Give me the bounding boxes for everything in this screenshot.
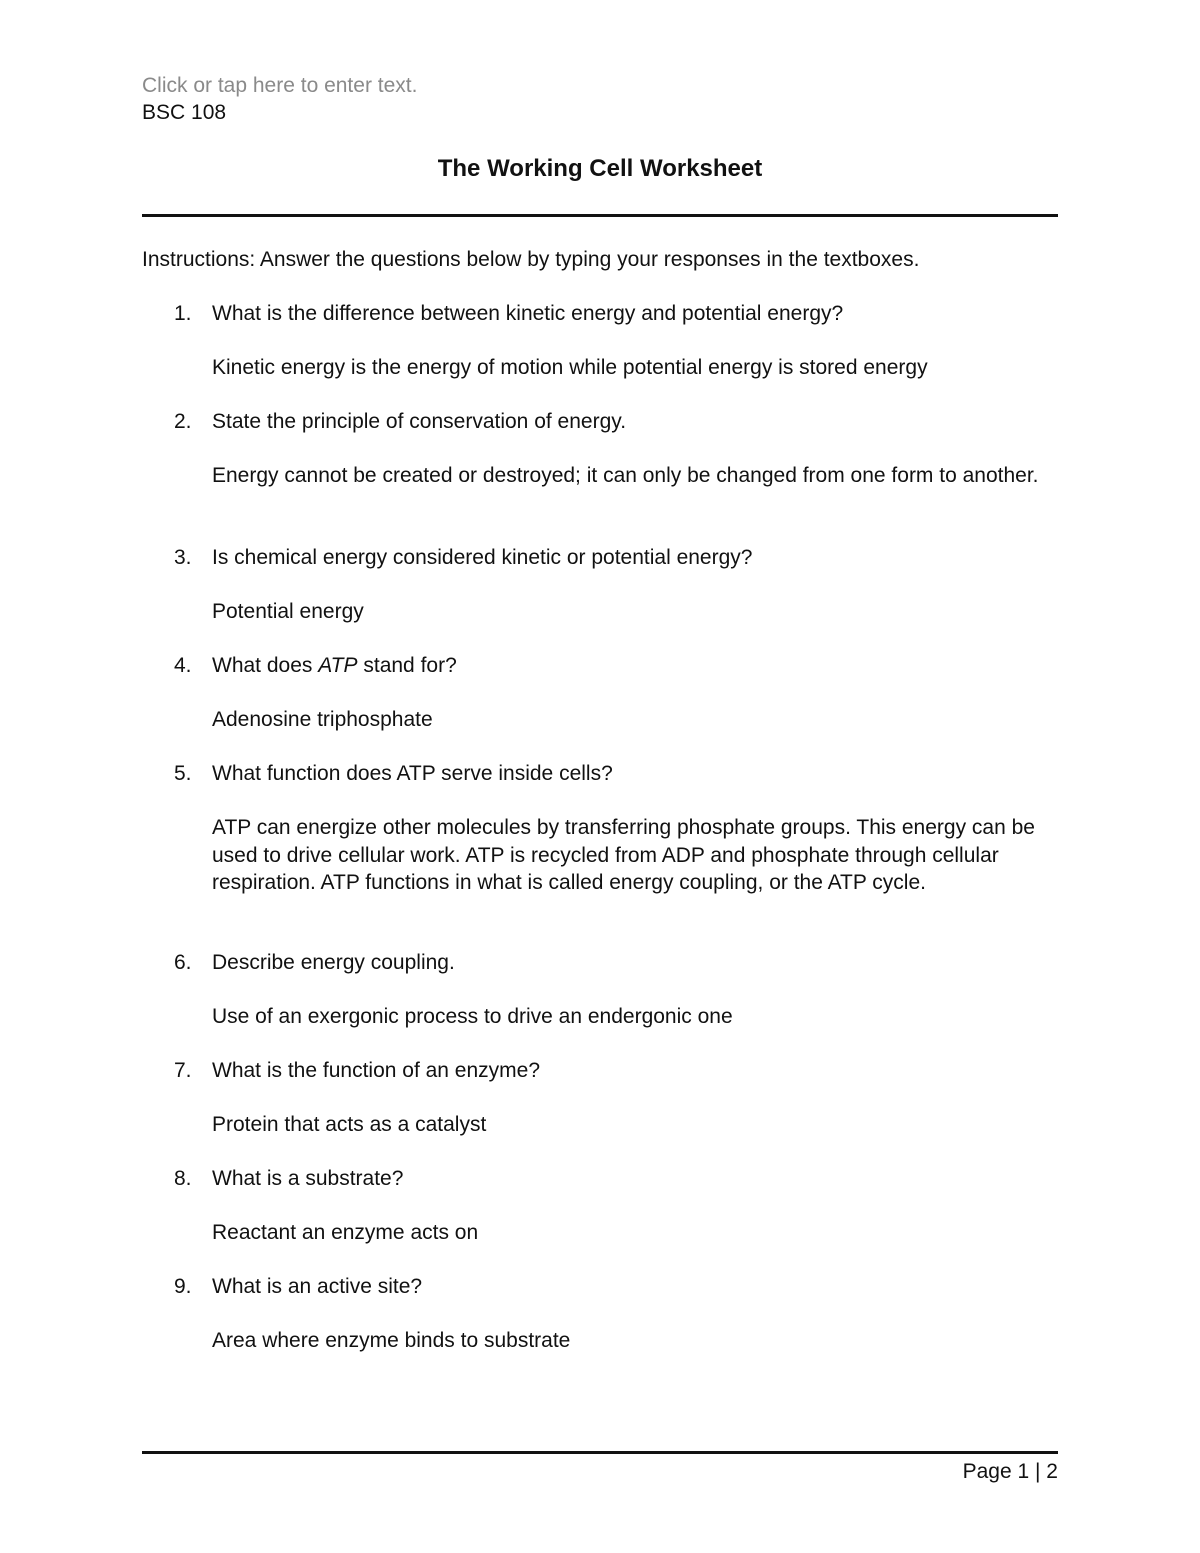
answer-textbox[interactable]: ATP can energize other molecules by transferring phosphate groups. This energy can be used to drive cellular work. ATP is recycled from ADP and phosphate through cellular respiration. ATP functions in what is called energy coupling, or the ATP cycle. bbox=[212, 816, 1035, 894]
answer-textbox[interactable]: Energy cannot be created or destroyed; it can only be changed from one form to another. bbox=[212, 464, 1039, 487]
course-code: BSC 108 bbox=[142, 101, 227, 124]
question-number: 9. bbox=[174, 1275, 192, 1298]
question-text: What is a substrate? bbox=[212, 1167, 404, 1190]
question-text: What is an active site? bbox=[212, 1275, 423, 1298]
answer-textbox[interactable]: Adenosine triphosphate bbox=[212, 708, 433, 731]
question-text: Describe energy coupling. bbox=[212, 951, 455, 974]
question-number: 5. bbox=[174, 762, 192, 785]
question-text: What is the difference between kinetic energy and potential energy? bbox=[212, 302, 844, 325]
instructions-text: Instructions: Answer the questions below by typing your responses in the textboxes. bbox=[142, 248, 920, 271]
question-number: 3. bbox=[174, 546, 192, 569]
answer-textbox[interactable]: Potential energy bbox=[212, 600, 364, 623]
question-text: State the principle of conservation of energy. bbox=[212, 410, 627, 433]
header-divider bbox=[142, 214, 1058, 217]
question-number: 1. bbox=[174, 302, 192, 325]
footer-divider bbox=[142, 1451, 1058, 1454]
question-number: 8. bbox=[174, 1167, 192, 1190]
question-text: What does ATP stand for? bbox=[212, 654, 457, 677]
question-text: What function does ATP serve inside cells? bbox=[212, 762, 613, 785]
page-title: The Working Cell Worksheet bbox=[437, 155, 763, 182]
question-text: Is chemical energy considered kinetic or potential energy? bbox=[212, 546, 753, 569]
answer-textbox[interactable]: Reactant an enzyme acts on bbox=[212, 1221, 479, 1244]
question-number: 7. bbox=[174, 1059, 192, 1082]
question-number: 2. bbox=[174, 410, 192, 433]
page-number: Page 1 | 2 bbox=[962, 1460, 1058, 1483]
answer-textbox[interactable]: Use of an exergonic process to drive an endergonic one bbox=[212, 1005, 733, 1028]
answer-textbox[interactable]: Protein that acts as a catalyst bbox=[212, 1113, 487, 1136]
answer-textbox[interactable]: Area where enzyme binds to substrate bbox=[212, 1329, 571, 1352]
header-text-placeholder[interactable]: Click or tap here to enter text. bbox=[142, 74, 418, 97]
answer-textbox[interactable]: Kinetic energy is the energy of motion while potential energy is stored energy bbox=[212, 356, 928, 379]
question-number: 4. bbox=[174, 654, 192, 677]
question-text: What is the function of an enzyme? bbox=[212, 1059, 541, 1082]
question-number: 6. bbox=[174, 951, 192, 974]
